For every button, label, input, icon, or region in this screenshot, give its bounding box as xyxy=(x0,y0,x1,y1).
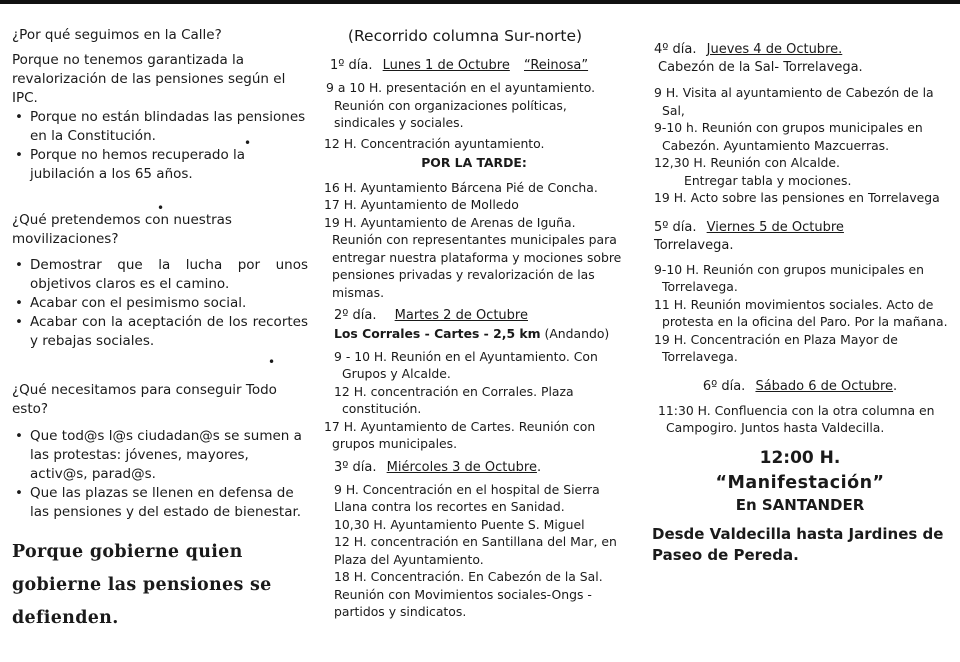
list-item: 17 H. Ayuntamiento de Cartes. Reunión con grupos municipales. xyxy=(324,418,596,451)
day1-date: Lunes 1 de Octubre xyxy=(382,58,510,73)
stray-dot: • xyxy=(157,201,165,215)
column-schedule xyxy=(650,41,950,566)
list-item: Entregar tabla y mociones. xyxy=(684,172,852,188)
day3-list xyxy=(324,481,624,621)
list-item: • Acabar con la aceptación de los recortes y rebajas sociales. xyxy=(12,313,308,351)
slogan-line: gobierne las pensiones se xyxy=(12,575,272,595)
list-item: 16 H. Ayuntamiento Bárcena Pié de Concha. xyxy=(324,179,598,195)
list-item: • Demostrar que la lucha por unos objetivos claros es el camino. xyxy=(12,256,308,294)
list-item: 19 H. Concentración en Plaza Mayor de Torrelavega. xyxy=(654,331,898,364)
list-item: 9 H. Visita al ayuntamiento de Cabezón de la Sal, xyxy=(654,85,934,118)
day6-heading: 6º día. Sábado 6 de Octubre. xyxy=(702,378,898,394)
list-item: 12 H. concentración en Corrales. Plaza constitución. xyxy=(334,383,574,416)
list-item: 12 H. concentración en Santillana del Mar, en Plaza del Ayuntamiento. xyxy=(334,534,617,567)
list-item: 19 H. Acto sobre las pensiones en Torrelavega xyxy=(654,190,940,205)
day4-heading: 4º día. Jueves 4 de Octubre. xyxy=(654,42,843,57)
route-title: (Recorrido columna Sur-norte) xyxy=(347,27,583,45)
day1-place: “Reinosa” xyxy=(524,58,589,73)
slogan-line: defienden. xyxy=(12,608,119,628)
list-item: 12 H. Concentración ayuntamiento. xyxy=(324,135,545,151)
list-item: 9-10 H. Reunión con grupos municipales en Torrelavega. xyxy=(654,261,924,294)
slogan-line: Porque gobierne quien xyxy=(12,542,243,562)
day2-heading: 2º día. Martes 2 de Octubre xyxy=(334,308,528,323)
stray-dot: • xyxy=(268,355,276,369)
list-item: 11:30 H. Confluencia con la otra columna en Campogiro. Juntos hasta Valdecilla. xyxy=(658,402,935,435)
final-city: En SANTANDER xyxy=(735,495,865,514)
afternoon-heading: POR LA TARDE: xyxy=(421,155,527,170)
final-event xyxy=(650,447,950,566)
list-item: 9-10 h. Reunión con grupos municipales en Cabezón. Ayuntamiento Mazcuerras. xyxy=(654,120,923,153)
column-route xyxy=(324,27,624,621)
column-why xyxy=(12,26,308,635)
day3-date: Miércoles 3 de Octubre xyxy=(386,459,537,475)
list-item: • Que tod@s l@s ciudadan@s se sumen a las protestas: jóvenes, mayores, activ@s, parad@s. xyxy=(12,427,308,484)
day4-list xyxy=(650,84,950,207)
day6-date: Sábado 6 de Octubre xyxy=(755,378,894,394)
day2-date: Martes 2 de Octubre xyxy=(394,308,528,323)
day1-afternoon-list xyxy=(324,179,624,302)
list-item: 18 H. Concentración. En Cabezón de la Sal. Reunión con Movimientos sociales-Ongs - partidos y sindicatos. xyxy=(334,569,603,619)
list-item: • Porque no hemos recuperado la jubilación a los 65 años. xyxy=(12,146,308,184)
list-item: 12,30 H. Reunión con Alcalde. xyxy=(654,155,840,170)
day2-list xyxy=(324,348,624,453)
final-event-title: “Manifestación” xyxy=(715,472,885,493)
list-item: • Que las plazas se llenen en defensa de las pensiones y del estado de bienestar. xyxy=(12,484,308,522)
list-item: 17 H. Ayuntamiento de Molledo xyxy=(324,197,519,212)
question-goals: ¿Qué pretendemos con nuestras movilizaciones? xyxy=(12,212,232,247)
day1-list xyxy=(324,79,624,152)
day4-date: Jueves 4 de Octubre. xyxy=(706,42,843,57)
list-item: 11 H. Reunión movimientos sociales. Acto de protesta en la oficina del Paro. Por la mañana. xyxy=(654,296,948,329)
answer-why-intro: Porque no tenemos garantizada la revalorización de las pensiones según el IPC. xyxy=(12,52,286,106)
question-why: ¿Por qué seguimos en la Calle? xyxy=(12,27,222,43)
day1-heading: 1º día. Lunes 1 de Octubre “Reinosa” xyxy=(330,58,589,73)
list-item: 19 H. Ayuntamiento de Arenas de Iguña. Reunión con representantes municipales para entregar nuestra plataforma y mociones sobre pensiones privadas y revalorización de las mismas. xyxy=(324,214,622,300)
final-route: Desde Valdecilla hasta Jardines de Paseo de Pereda. xyxy=(652,524,944,564)
top-border xyxy=(0,0,960,4)
day5-place: Torrelavega. xyxy=(654,237,734,253)
day3-heading: 3º día. Miércoles 3 de Octubre. xyxy=(334,459,542,475)
question-needs: ¿Qué necesitamos para conseguir Todo esto? xyxy=(12,382,277,417)
day5-date: Viernes 5 de Octubre xyxy=(706,219,844,235)
list-item: • Porque no están blindadas las pensiones en la Constitución. xyxy=(12,108,308,146)
list-item: 9 - 10 H. Reunión en el Ayuntamiento. Con Grupos y Alcalde. xyxy=(334,348,598,381)
needs-list xyxy=(12,427,308,522)
day2-route: Los Corrales - Cartes - 2,5 km (Andando) xyxy=(334,326,610,341)
final-time: 12:00 H. xyxy=(759,447,841,468)
day4-place: Cabezón de la Sal- Torrelavega. xyxy=(658,60,863,75)
day6-list xyxy=(650,402,950,437)
day5-list xyxy=(650,261,950,366)
list-item: • Acabar con el pesimismo social. xyxy=(12,294,308,313)
answer-why-list xyxy=(12,108,308,184)
goals-list xyxy=(12,256,308,351)
list-item: 10,30 H. Ayuntamiento Puente S. Miguel xyxy=(334,516,585,532)
stray-dot: • xyxy=(244,136,252,150)
day5-heading: 5º día. Viernes 5 de Octubre xyxy=(654,219,844,235)
list-item: 9 a 10 H. presentación en el ayuntamiento. Reunión con organizaciones políticas, sindicales y sociales. xyxy=(326,80,596,130)
list-item: 9 H. Concentración en el hospital de Sierra Llana contra los recortes en Sanidad. xyxy=(334,481,600,514)
slogan xyxy=(12,536,308,635)
